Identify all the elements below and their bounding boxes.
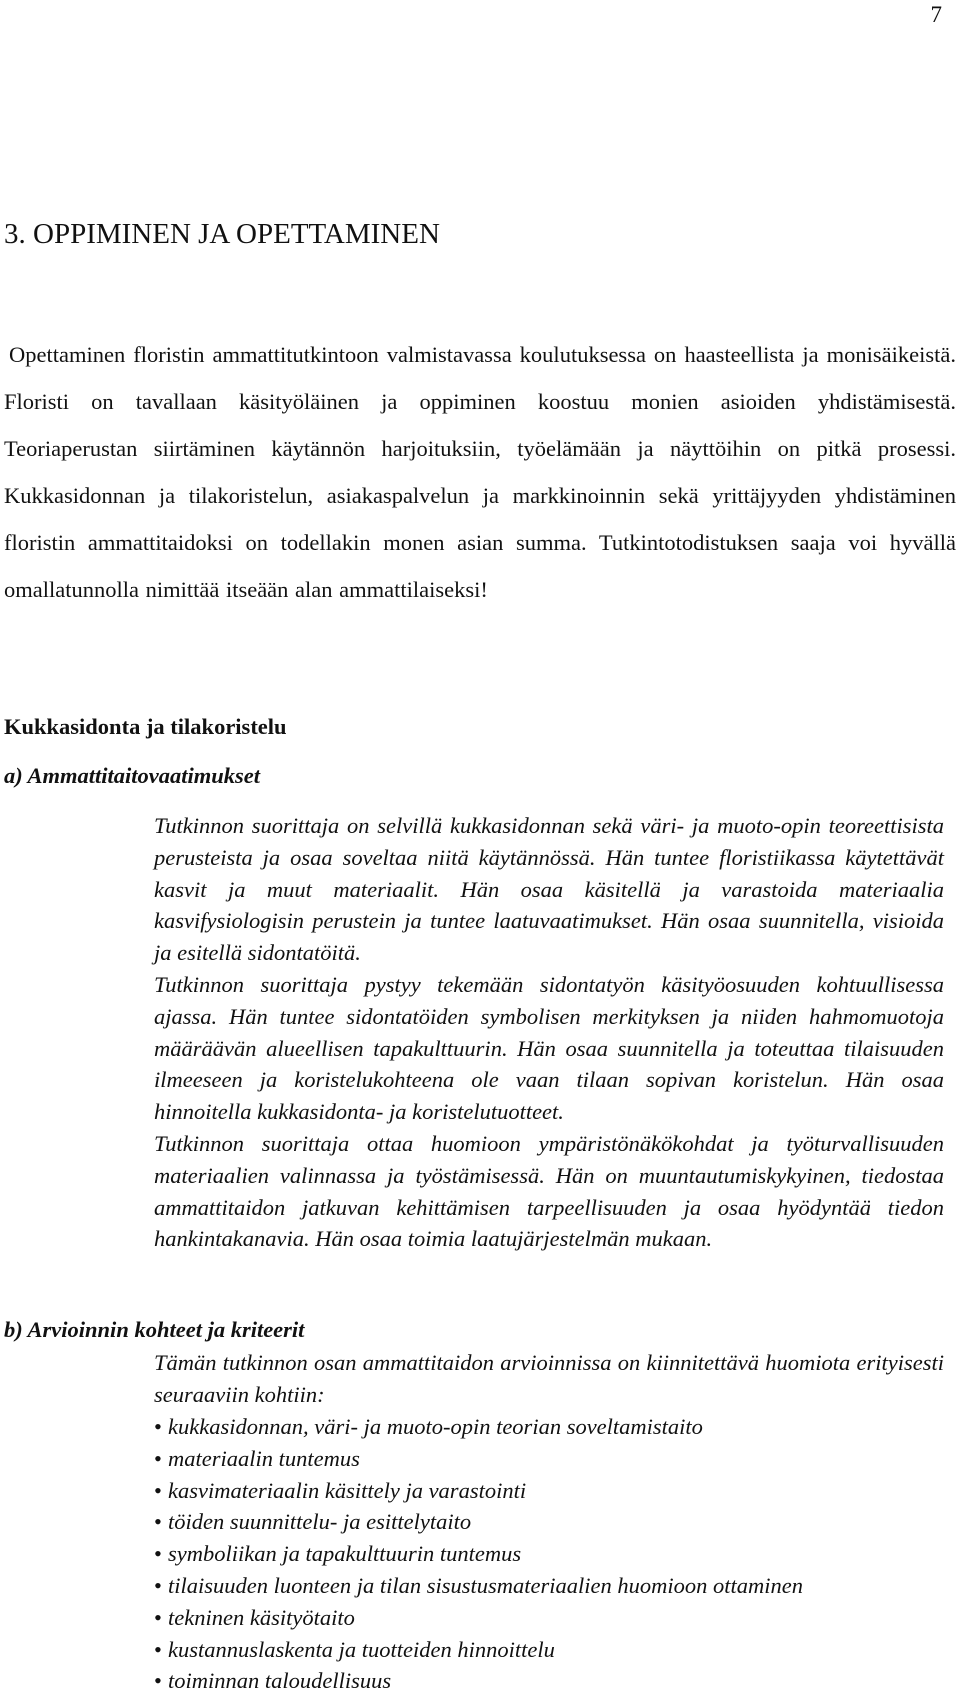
criteria-item: • tekninen käsityötaito (154, 1602, 803, 1634)
criteria-item: • töiden suunnittelu- ja esittelytaito (154, 1506, 803, 1538)
evaluation-heading: b) Arvioinnin kohteet ja kriteerit (4, 1317, 305, 1342)
criteria-item: • toiminnan taloudellisuus (154, 1665, 803, 1697)
intro-paragraph: Opettaminen floristin ammattitutkintoon valmistavassa koulutuksessa on haasteellista ja monisäikeistä. Floristi on tavallaan käsityöläinen ja oppiminen koostuu monien asioiden yhdistämisestä. Teoriaperustan siirtäminen käytännön harjoituksiin, työelämään ja näyttöihin on pitkä prosessi. Kukkasidonnan ja tilakoristelun, asiakaspalvelun ja markkinoinnin sekä yrittäjyyden yhdistäminen floristin ammattitaidoksi on todellakin monen asian summa. Tutkintotodistuksen saaja voi hyvällä omallatunnolla nimittää itseään alan ammattilaiseksi! (4, 342, 956, 602)
requirements-block (154, 810, 944, 1255)
requirements-heading: a) Ammattitaitovaatimukset (4, 763, 261, 788)
criteria-list (154, 1411, 803, 1697)
requirements-paragraph-1: Tutkinnon suorittaja on selvillä kukkasidonnan sekä väri- ja muoto-opin teoreettisista perusteista ja osaa soveltaa niitä käytännössä. Hän tuntee floristiikassa käytettävät kasvit ja muut materiaalit. Hän osaa käsitellä ja varastoida materiaalia kasvifysiologisin perustein ja tuntee laatuvaatimukset. Hän osaa suunnitella, visioida ja esitellä sidontatöitä. (154, 813, 944, 966)
criteria-item: • symboliikan ja tapakulttuurin tuntemus (154, 1538, 803, 1570)
criteria-item: • kukkasidonnan, väri- ja muoto-opin teorian soveltamistaito (154, 1411, 803, 1443)
chapter-title: 3. OPPIMINEN JA OPETTAMINEN (4, 218, 440, 250)
requirements-paragraph-2: Tutkinnon suorittaja pystyy tekemään sidontatyön käsityöosuuden kohtuullisessa ajassa. Hän tuntee sidontatöiden symbolisen merkityksen ja niiden hahmomuotoja määräävän alueellisen tapakulttuurin. Hän osaa suunnitella ja toteuttaa tilaisuuden ilmeeseen ja koristelukohteena ole vaan tilaan sopivan koristelun. Hän osaa hinnoitella kukkasidonta- ja koristelutuotteet. (154, 971, 944, 1125)
criteria-item: • kasvimateriaalin käsittely ja varastointi (154, 1475, 803, 1507)
criteria-item: • materiaalin tuntemus (154, 1443, 803, 1475)
requirements-paragraph-3: Tutkinnon suorittaja ottaa huomioon ympäristönäkökohdat ja työturvallisuuden materiaalien valinnassa ja työstämisessä. Hän on muuntautumiskykyinen, tiedostaa ammattitaidon jatkuvan kehittämisen tarpeellisuuden ja osaa hyödyntää tiedon hankintakanavia. Hän osaa toimia laatujärjestelmän mukaan. (154, 1130, 944, 1252)
criteria-item: • kustannuslaskenta ja tuotteiden hinnoittelu (154, 1634, 803, 1666)
criteria-item: • tilaisuuden luonteen ja tilan sisustusmateriaalien huomioon ottaminen (154, 1570, 803, 1602)
page-number: 7 (930, 2, 942, 27)
section-heading: Kukkasidonta ja tilakoristelu (4, 714, 287, 739)
evaluation-intro: Tämän tutkinnon osan ammattitaidon arvioinnissa on kiinnitettävä huomiota erityisesti seuraaviin kohtiin: (154, 1350, 944, 1407)
